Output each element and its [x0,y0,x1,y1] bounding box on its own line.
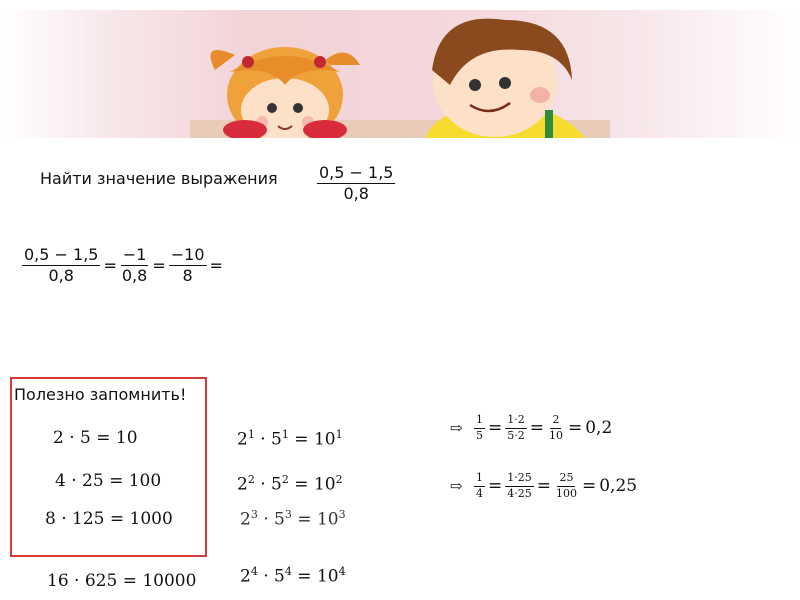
solution-fraction-1 [22,246,100,286]
remember-box [10,377,207,557]
equals-sign: = [152,256,166,276]
girl-illustration [211,47,361,138]
conversion-line-2: ⇨ $\frac{1}{4}$ = $\frac{1\cdot 25}{4\cdot 25}$ = $\frac{25}{100}$ = 0,25 [450,471,638,500]
solution-fraction-3 [169,246,207,286]
fraction-numerator: 0,5 − 1,5 [22,246,100,266]
fraction: $\frac{2}{10}$ [548,413,563,442]
solution-equation [22,246,226,286]
fraction: $\frac{25}{100}$ [555,471,577,500]
product-line-3: 8 · 125 = 1000 [45,509,173,529]
fraction-denominator: 0,8 [121,266,148,286]
fraction-denominator: 0,8 [48,266,74,286]
fraction-denominator: 0,8 [343,184,369,204]
fraction: $\frac{1}{4}$ [475,471,483,500]
solution-fraction-2 [120,246,149,286]
product-line-4: 16 · 625 = 10000 [47,571,197,591]
product-line-1: 2 · 5 = 10 [53,428,138,448]
equals-sign: = [209,256,223,276]
header-banner [0,10,800,138]
powers-line-1: $2^1 \cdot 5^1 = 10^1$ [237,428,343,450]
remember-title: Полезно запомнить! [14,385,187,404]
fraction: $\frac{1\cdot 2}{5\cdot 2}$ [507,413,525,442]
task-text: Найти значение выражения [40,169,278,188]
cartoon-children-illustration [0,10,800,138]
conversion-line-1: ⇨ $\frac{1}{5}$ = $\frac{1\cdot 2}{5\cdot 2}$ = $\frac{2}{10}$ = 0,2 [450,413,613,442]
fraction-numerator: 0,5 − 1,5 [317,164,395,184]
task-expression-fraction [317,164,395,204]
powers-line-2: $2^2 \cdot 5^2 = 10^2$ [237,473,343,495]
product-line-2: 4 · 25 = 100 [55,471,162,491]
powers-line-3: $2^3 \cdot 5^3 = 10^3$ [240,508,346,530]
conversion-result: 0,25 [599,476,638,497]
conversion-result: 0,2 [585,418,613,439]
fraction: $\frac{1}{5}$ [475,413,483,442]
fraction-denominator: 8 [182,266,193,286]
equals-sign: = [103,256,117,276]
boy-illustration [425,19,585,138]
fraction-numerator: −1 [121,246,149,266]
fraction-numerator: −10 [169,246,207,266]
fraction: $\frac{1\cdot 25}{4\cdot 25}$ [507,471,532,500]
powers-line-4: $2^4 \cdot 5^4 = 10^4$ [240,565,346,587]
arrow-right-icon: ⇨ [450,477,463,496]
arrow-right-icon: ⇨ [450,419,463,438]
